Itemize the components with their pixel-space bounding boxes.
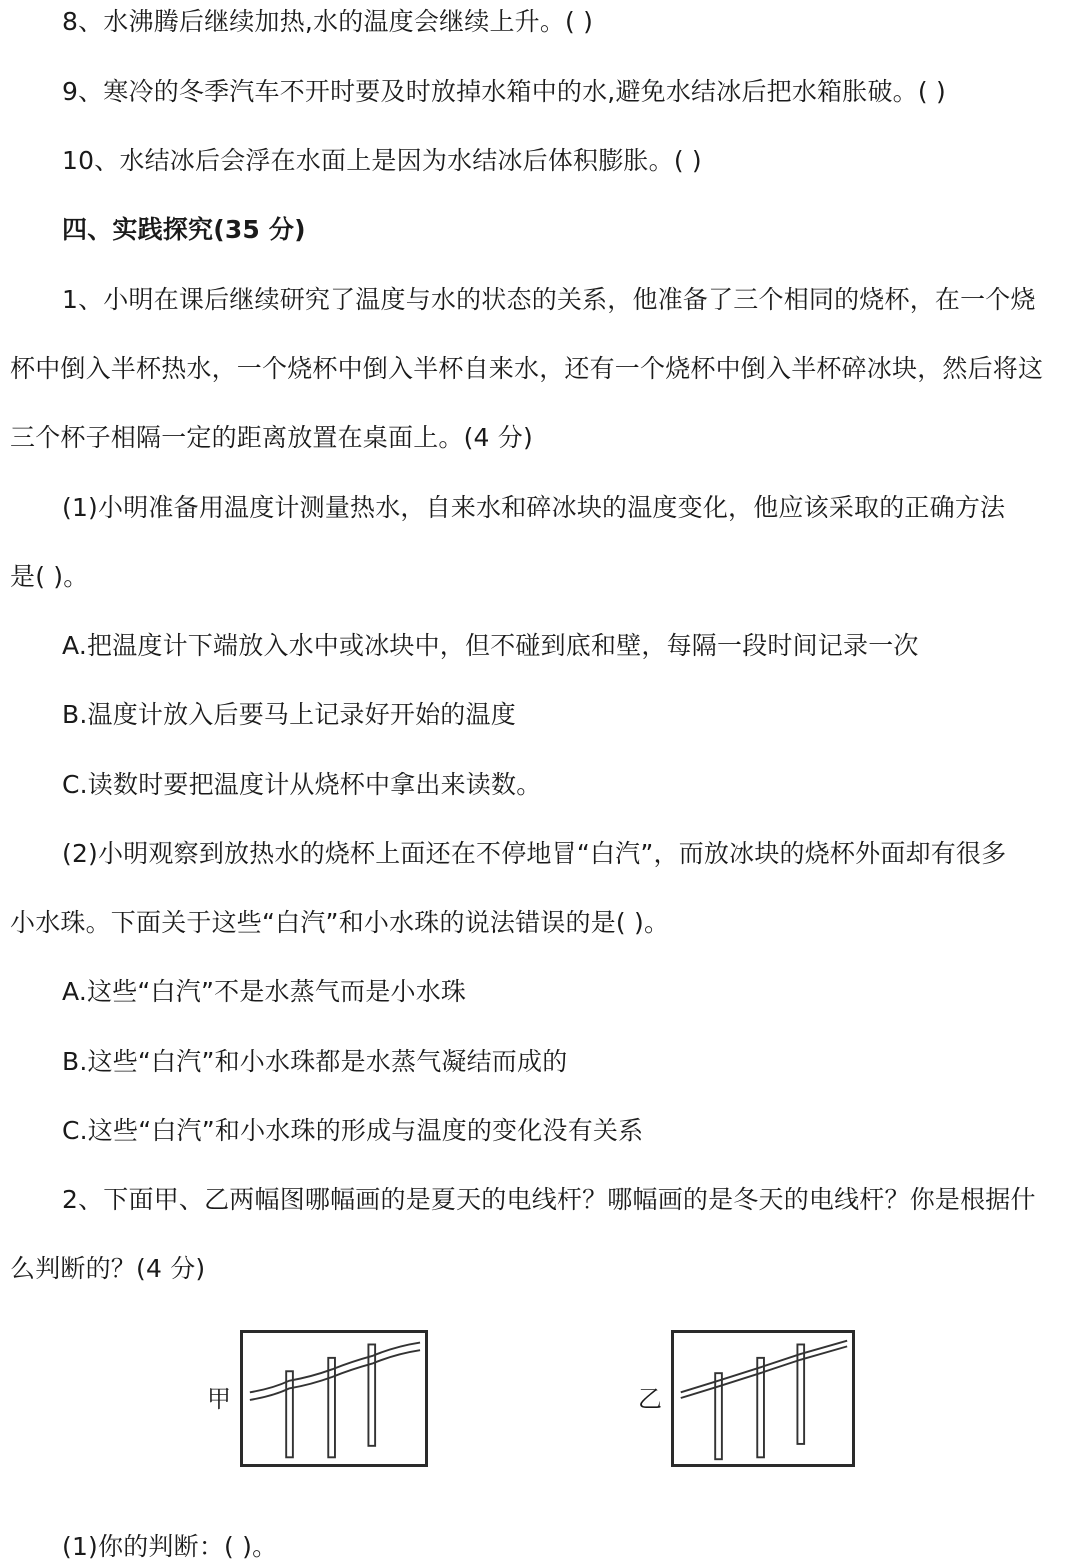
question-8: 8、水沸腾后继续加热,水的温度会继续上升。( ) bbox=[62, 7, 594, 36]
section-heading: 四、实践探究(35 分) bbox=[62, 215, 306, 244]
sub-question-2-line-2: 小水珠。下面关于这些“白汽”和小水珠的说法错误的是( )。 bbox=[10, 908, 670, 937]
option-1a: A.把温度计下端放入水中或冰块中，但不碰到底和壁，每隔一段时间记录一次 bbox=[62, 631, 919, 660]
figure-jia-summer-poles bbox=[240, 1330, 428, 1467]
practice-2-line-1: 2、下面甲、乙两幅图哪幅画的是夏天的电线杆？哪幅画的是冬天的电线杆？你是根据什 bbox=[62, 1185, 1036, 1214]
option-1c: C.读数时要把温度计从烧杯中拿出来读数。 bbox=[62, 770, 542, 799]
option-1b: B.温度计放入后要马上记录好开始的温度 bbox=[62, 700, 516, 729]
figure-yi-winter-poles bbox=[671, 1330, 855, 1467]
practice-1-line-1: 1、小明在课后继续研究了温度与水的状态的关系，他准备了三个相同的烧杯，在一个烧 bbox=[62, 285, 1036, 314]
figure-jia-label: 甲 bbox=[207, 1385, 231, 1413]
practice-1-line-2: 杯中倒入半杯热水，一个烧杯中倒入半杯自来水，还有一个烧杯中倒入半杯碎冰块，然后将这 bbox=[10, 354, 1044, 383]
figure-yi-label: 乙 bbox=[638, 1385, 662, 1413]
option-2b: B.这些“白汽”和小水珠都是水蒸气凝结而成的 bbox=[62, 1047, 568, 1076]
utility-poles-drawing-yi bbox=[674, 1333, 852, 1464]
practice-1-line-3: 三个杯子相隔一定的距离放置在桌面上。(4 分) bbox=[10, 423, 533, 452]
utility-poles-drawing-jia bbox=[243, 1333, 425, 1464]
question-10: 10、水结冰后会浮在水面上是因为水结冰后体积膨胀。( ) bbox=[62, 146, 702, 175]
sub-question-2-line-1: (2)小明观察到放热水的烧杯上面还在不停地冒“白汽”，而放冰块的烧杯外面却有很多 bbox=[62, 839, 1007, 868]
judgement-answer-line: (1)你的判断：( )。 bbox=[62, 1532, 278, 1561]
option-2c: C.这些“白汽”和小水珠的形成与温度的变化没有关系 bbox=[62, 1116, 644, 1145]
sub-question-1-line-2: 是( )。 bbox=[10, 562, 89, 591]
option-2a: A.这些“白汽”不是水蒸气而是小水珠 bbox=[62, 977, 467, 1006]
question-9: 9、寒冷的冬季汽车不开时要及时放掉水箱中的水,避免水结冰后把水箱胀破。( ) bbox=[62, 77, 946, 106]
sub-question-1-line-1: (1)小明准备用温度计测量热水，自来水和碎冰块的温度变化，他应该采取的正确方法 bbox=[62, 493, 1006, 522]
practice-2-line-2: 么判断的？(4 分) bbox=[10, 1254, 206, 1283]
